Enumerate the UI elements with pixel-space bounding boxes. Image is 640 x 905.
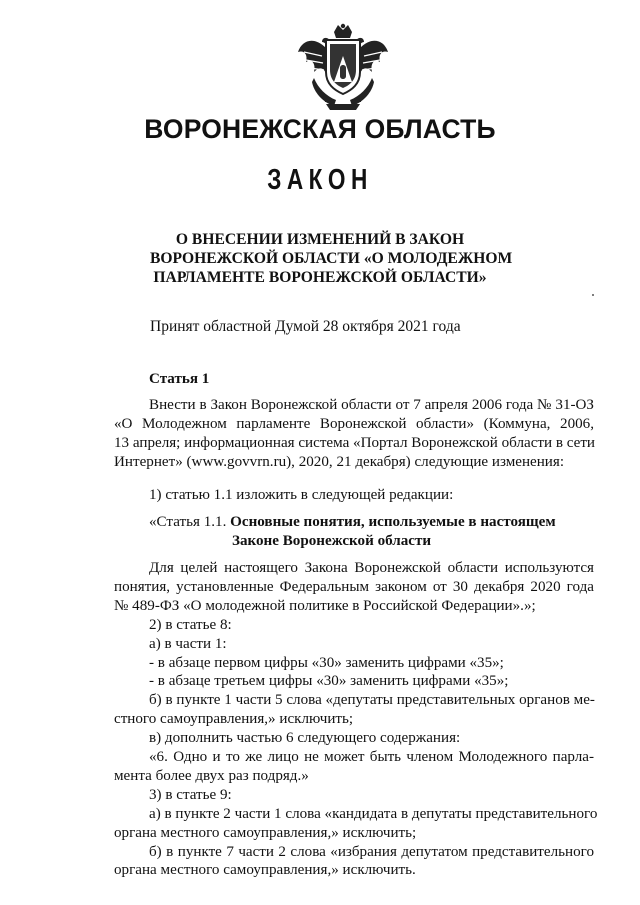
paragraph-line: Внести в Закон Воронежской области от 7 апреля 2006 года № 31-ОЗ [149, 396, 594, 413]
law-title-line: О ВНЕСЕНИИ ИЗМЕНЕНИЙ В ЗАКОН [175, 231, 465, 248]
law-title-line: ВОРОНЕЖСКОЙ ОБЛАСТИ «О МОЛОДЕЖНОМ [150, 250, 513, 267]
item-3a-cont: органа местного самоуправления,» исключить; [114, 824, 417, 841]
item-3a: а) в пункте 2 части 1 слова «кандидата в депутаты представительного [149, 805, 598, 822]
region-name: ВОРОНЕЖСКАЯ ОБЛАСТЬ [144, 114, 496, 144]
item-2b: б) в пункте 1 части 5 слова «депутаты представительных органов ме- [149, 692, 595, 709]
item-2b-cont: стного самоуправления,» исключить; [114, 711, 354, 728]
paragraph-line: Интернет» (www.govvrn.ru), 2020, 21 декабря) следующие изменения: [114, 453, 565, 470]
item-3b: б) в пункте 7 части 2 слова «избрания депутатом представительного [149, 843, 594, 860]
item-2c-text: «6. Одно и то же лицо не может быть членом Молодежного парла- [149, 749, 594, 766]
new-article-title-cont: Законе Воронежской области [232, 533, 432, 550]
adoption-note: Принят областной Думой 28 октября 2021 года [150, 318, 461, 335]
law-title [150, 230, 513, 287]
item-2c-text-cont: мента более двух раз подряд.» [114, 767, 309, 784]
paragraph-line: Для целей настоящего Закона Воронежской области используются [149, 560, 594, 577]
paragraph-line: № 489-ФЗ «О молодежной политике в Российской Федерации».»; [114, 597, 536, 614]
scan-speck [592, 294, 594, 296]
coat-of-arms-icon [296, 22, 390, 112]
paragraph-line: 13 апреля; информационная система «Портал Воронежской области в сети [114, 434, 595, 451]
new-article-heading [114, 513, 594, 532]
law-title-line: ПАРЛАМЕНТЕ ВОРОНЕЖСКОЙ ОБЛАСТИ» [153, 269, 487, 286]
item-3b-cont: органа местного самоуправления,» исключить. [114, 862, 416, 879]
item-2c: в) дополнить частью 6 следующего содержания: [149, 730, 461, 747]
new-article-title: Основные понятия, используемые в настоящем [230, 514, 556, 531]
item-2a: а) в части 1: [149, 635, 227, 652]
article-heading: Статья 1 [149, 371, 210, 387]
new-article-prefix: «Статья 1.1. [149, 514, 227, 531]
paragraph-line: понятия, установленные Федеральным законом от 30 декабря 2020 года [114, 579, 594, 596]
item-1: 1) статью 1.1 изложить в следующей редакции: [149, 487, 454, 504]
document-type: ЗАКОН [267, 164, 373, 196]
law-body [114, 370, 598, 880]
item-3: 3) в статье 9: [149, 786, 232, 803]
paragraph-line: «О Молодежном парламенте Воронежской области» (Коммуна, 2006, [114, 415, 594, 432]
item-2: 2) в статье 8: [149, 616, 232, 633]
item-2a-2: - в абзаце третьем цифры «30» заменить цифрами «35»; [149, 673, 509, 690]
item-2a-1: - в абзаце первом цифры «30» заменить цифрами «35»; [149, 654, 504, 671]
